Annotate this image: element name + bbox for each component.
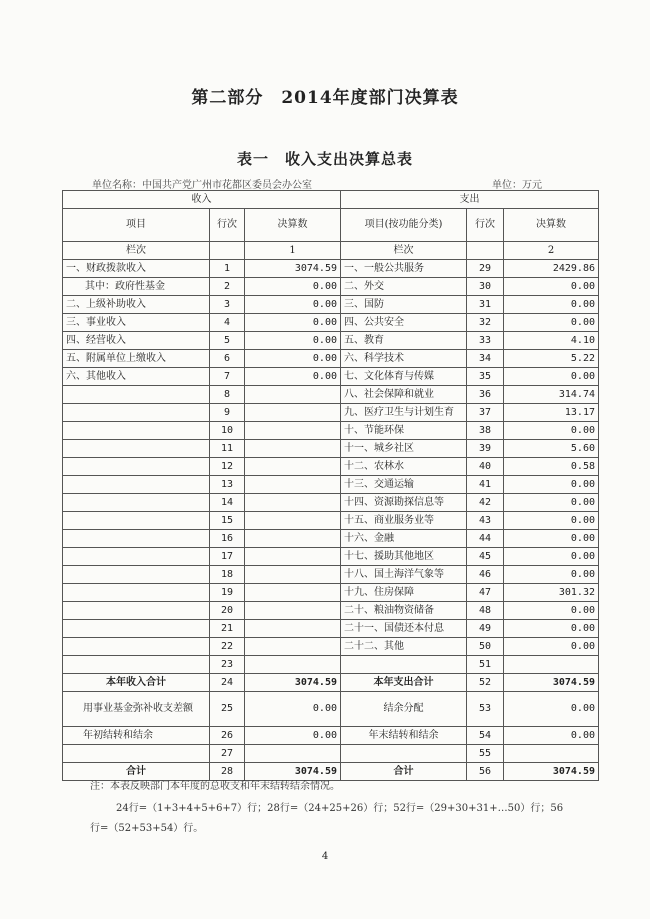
expense-item: 二十一、国债还本付息 (341, 620, 467, 638)
fund-cover-amount: 0.00 (245, 692, 341, 727)
income-row-number: 10 (210, 422, 245, 440)
income-row-number: 11 (210, 440, 245, 458)
income-amount: 0.00 (245, 368, 341, 386)
table-row (63, 512, 599, 530)
income-amount: 0.00 (245, 296, 341, 314)
expense-row-number: 41 (467, 476, 504, 494)
expense-item: 五、教育 (341, 332, 467, 350)
income-row-number: 6 (210, 350, 245, 368)
col-index-label-right: 栏次 (341, 242, 467, 260)
income-item (63, 656, 210, 674)
table-row (63, 584, 599, 602)
table-row (63, 422, 599, 440)
table-row (63, 548, 599, 566)
blank-cell (504, 745, 599, 763)
table-row (63, 476, 599, 494)
expense-row-number: 47 (467, 584, 504, 602)
col-index-right: 2 (504, 242, 599, 260)
blank-right-row: 55 (467, 745, 504, 763)
income-amount (245, 548, 341, 566)
year-expense-row: 52 (467, 674, 504, 692)
income-row-number: 13 (210, 476, 245, 494)
expense-item: 十九、住房保障 (341, 584, 467, 602)
col-header-row2: 行次 (467, 209, 504, 242)
expense-amount: 0.00 (504, 620, 599, 638)
note-line-3: 行=（52+53+54）行。 (90, 823, 204, 834)
note-line-2: 24行=（1+3+4+5+6+7）行；28行=（24+25+26）行；52行=（29+30+31+…50）行；56 (116, 803, 564, 814)
expense-item: 七、文化体育与传媒 (341, 368, 467, 386)
expense-amount: 5.60 (504, 440, 599, 458)
expense-item: 十三、交通运输 (341, 476, 467, 494)
fund-cover-label: 用事业基金弥补收支差额 (63, 692, 210, 727)
expense-row-number: 50 (467, 638, 504, 656)
expense-amount: 0.00 (504, 638, 599, 656)
note-line-1: 注：本表反映部门本年度的总收支和年末结转结余情况。 (90, 781, 340, 792)
expense-amount: 0.58 (504, 458, 599, 476)
year-expense-amount: 3074.59 (504, 674, 599, 692)
expense-amount (504, 656, 599, 674)
income-row-number: 20 (210, 602, 245, 620)
table-row (63, 602, 599, 620)
expense-amount: 0.00 (504, 476, 599, 494)
expense-row-number: 33 (467, 332, 504, 350)
income-amount: 0.00 (245, 314, 341, 332)
income-item (63, 404, 210, 422)
income-amount (245, 440, 341, 458)
unit-measure: 单位：万元 (492, 180, 542, 191)
table-title: 表一 收入支出决算总表 (236, 150, 413, 168)
income-row-number: 15 (210, 512, 245, 530)
expense-item: 十六、金融 (341, 530, 467, 548)
income-row-number: 16 (210, 530, 245, 548)
year-income-row: 24 (210, 674, 245, 692)
begin-balance-amount: 0.00 (245, 727, 341, 745)
income-amount (245, 512, 341, 530)
income-amount (245, 620, 341, 638)
income-amount: 0.00 (245, 350, 341, 368)
table-row (63, 278, 599, 296)
grand-total-left-row: 28 (210, 763, 245, 781)
expense-row-number: 29 (467, 260, 504, 278)
col-index-empty (210, 242, 245, 260)
table-row (63, 368, 599, 386)
income-row-number: 3 (210, 296, 245, 314)
grand-total-right-row: 56 (467, 763, 504, 781)
income-item: 二、上级补助收入 (63, 296, 210, 314)
year-income-label: 本年收入合计 (63, 674, 210, 692)
income-row-number: 19 (210, 584, 245, 602)
expense-amount: 0.00 (504, 512, 599, 530)
blank-cell (245, 745, 341, 763)
income-item (63, 512, 210, 530)
income-row-number: 9 (210, 404, 245, 422)
table-row (63, 260, 599, 278)
income-amount (245, 638, 341, 656)
income-item (63, 422, 210, 440)
income-item (63, 620, 210, 638)
income-amount (245, 530, 341, 548)
table-row (63, 566, 599, 584)
unit-name: 单位名称：中国共产党广州市花都区委员会办公室 (92, 180, 312, 191)
expense-amount: 4.10 (504, 332, 599, 350)
surplus-row: 53 (467, 692, 504, 727)
income-amount (245, 404, 341, 422)
income-row-number: 18 (210, 566, 245, 584)
end-balance-row: 54 (467, 727, 504, 745)
table-row (63, 386, 599, 404)
year-expense-label: 本年支出合计 (341, 674, 467, 692)
expense-row-number: 42 (467, 494, 504, 512)
grand-total-right-label: 合计 (341, 763, 467, 781)
surplus-amount: 0.00 (504, 692, 599, 727)
income-expense-table (62, 190, 599, 781)
expense-row-number: 34 (467, 350, 504, 368)
begin-balance-row: 26 (210, 727, 245, 745)
income-item (63, 548, 210, 566)
table-row (63, 620, 599, 638)
expense-row-number: 30 (467, 278, 504, 296)
expense-row-number: 51 (467, 656, 504, 674)
expense-row-number: 40 (467, 458, 504, 476)
income-amount (245, 422, 341, 440)
income-amount: 0.00 (245, 278, 341, 296)
expense-amount: 0.00 (504, 278, 599, 296)
income-amount (245, 386, 341, 404)
income-row-number: 7 (210, 368, 245, 386)
col-header-amount2: 决算数 (504, 209, 599, 242)
table-row (63, 530, 599, 548)
col-header-item: 项目 (63, 209, 210, 242)
expense-row-number: 35 (467, 368, 504, 386)
expense-row-number: 37 (467, 404, 504, 422)
income-item: 一、财政拨款收入 (63, 260, 210, 278)
group-header-expense: 支出 (341, 191, 599, 209)
income-item (63, 602, 210, 620)
income-item (63, 638, 210, 656)
table-row (63, 440, 599, 458)
col-header-amount: 决算数 (245, 209, 341, 242)
group-header-income: 收入 (63, 191, 341, 209)
income-item (63, 440, 210, 458)
income-item (63, 494, 210, 512)
expense-amount: 0.00 (504, 422, 599, 440)
expense-item (341, 656, 467, 674)
expense-amount: 301.32 (504, 584, 599, 602)
expense-amount: 0.00 (504, 530, 599, 548)
end-balance-amount: 0.00 (504, 727, 599, 745)
income-row-number: 5 (210, 332, 245, 350)
expense-amount: 0.00 (504, 296, 599, 314)
income-row-number: 8 (210, 386, 245, 404)
expense-amount: 0.00 (504, 314, 599, 332)
grand-total-left-amount: 3074.59 (245, 763, 341, 781)
table-row (63, 458, 599, 476)
expense-row-number: 45 (467, 548, 504, 566)
expense-row-number: 44 (467, 530, 504, 548)
income-item: 六、其他收入 (63, 368, 210, 386)
income-row-number: 21 (210, 620, 245, 638)
expense-amount: 314.74 (504, 386, 599, 404)
income-amount: 0.00 (245, 332, 341, 350)
expense-item: 八、社会保障和就业 (341, 386, 467, 404)
expense-row-number: 32 (467, 314, 504, 332)
expense-item: 十七、援助其他地区 (341, 548, 467, 566)
expense-row-number: 31 (467, 296, 504, 314)
income-amount (245, 476, 341, 494)
page-number: 4 (321, 851, 329, 862)
col-index-empty (467, 242, 504, 260)
expense-item: 一、一般公共服务 (341, 260, 467, 278)
expense-item: 二十、粮油物资储备 (341, 602, 467, 620)
expense-amount: 5.22 (504, 350, 599, 368)
expense-amount: 13.17 (504, 404, 599, 422)
table-row (63, 296, 599, 314)
income-amount (245, 656, 341, 674)
table-row (63, 332, 599, 350)
expense-item: 九、医疗卫生与计划生育 (341, 404, 467, 422)
expense-row-number: 46 (467, 566, 504, 584)
grand-total-right-amount: 3074.59 (504, 763, 599, 781)
blank-left-row: 27 (210, 745, 245, 763)
table-row (63, 656, 599, 674)
surplus-label: 结余分配 (341, 692, 467, 727)
expense-row-number: 43 (467, 512, 504, 530)
end-balance-label: 年末结转和结余 (341, 727, 467, 745)
fund-cover-row: 25 (210, 692, 245, 727)
income-amount (245, 566, 341, 584)
expense-item: 十八、国土海洋气象等 (341, 566, 467, 584)
expense-item: 二十二、其他 (341, 638, 467, 656)
income-row-number: 23 (210, 656, 245, 674)
income-row-number: 14 (210, 494, 245, 512)
expense-row-number: 49 (467, 620, 504, 638)
col-header-row: 行次 (210, 209, 245, 242)
expense-item: 十、节能环保 (341, 422, 467, 440)
income-row-number: 12 (210, 458, 245, 476)
expense-amount: 0.00 (504, 602, 599, 620)
income-item (63, 476, 210, 494)
grand-total-left-label: 合计 (63, 763, 210, 781)
col-header-item-func: 项目(按功能分类) (341, 209, 467, 242)
col-index-label-left: 栏次 (63, 242, 210, 260)
expense-item: 四、公共安全 (341, 314, 467, 332)
income-amount (245, 458, 341, 476)
income-row-number: 4 (210, 314, 245, 332)
table-row (63, 638, 599, 656)
income-row-number: 2 (210, 278, 245, 296)
expense-row-number: 36 (467, 386, 504, 404)
income-amount: 3074.59 (245, 260, 341, 278)
expense-row-number: 48 (467, 602, 504, 620)
income-item (63, 566, 210, 584)
income-row-number: 17 (210, 548, 245, 566)
income-item: 其中：政府性基金 (63, 278, 210, 296)
begin-balance-label: 年初结转和结余 (63, 727, 210, 745)
income-item: 五、附属单位上缴收入 (63, 350, 210, 368)
expense-item: 十五、商业服务业等 (341, 512, 467, 530)
table-row (63, 314, 599, 332)
blank-cell (341, 745, 467, 763)
expense-item: 十一、城乡社区 (341, 440, 467, 458)
income-item (63, 530, 210, 548)
table-row (63, 494, 599, 512)
expense-amount: 0.00 (504, 548, 599, 566)
part-title: 第二部分 2014年度部门决算表 (191, 88, 459, 108)
year-income-amount: 3074.59 (245, 674, 341, 692)
expense-item: 十四、资源勘探信息等 (341, 494, 467, 512)
expense-row-number: 38 (467, 422, 504, 440)
blank-cell (63, 745, 210, 763)
expense-item: 六、科学技术 (341, 350, 467, 368)
income-row-number: 1 (210, 260, 245, 278)
income-item: 三、事业收入 (63, 314, 210, 332)
income-item (63, 458, 210, 476)
expense-item: 二、外交 (341, 278, 467, 296)
expense-amount: 0.00 (504, 494, 599, 512)
expense-amount: 0.00 (504, 368, 599, 386)
expense-amount: 0.00 (504, 566, 599, 584)
col-index-left: 1 (245, 242, 341, 260)
income-amount (245, 602, 341, 620)
income-row-number: 22 (210, 638, 245, 656)
income-item (63, 584, 210, 602)
unit-row (92, 176, 542, 191)
table-row (63, 350, 599, 368)
expense-item: 十二、农林水 (341, 458, 467, 476)
table-row (63, 404, 599, 422)
income-amount (245, 584, 341, 602)
expense-item: 三、国防 (341, 296, 467, 314)
income-amount (245, 494, 341, 512)
expense-row-number: 39 (467, 440, 504, 458)
expense-amount: 2429.86 (504, 260, 599, 278)
income-item: 四、经营收入 (63, 332, 210, 350)
income-item (63, 386, 210, 404)
